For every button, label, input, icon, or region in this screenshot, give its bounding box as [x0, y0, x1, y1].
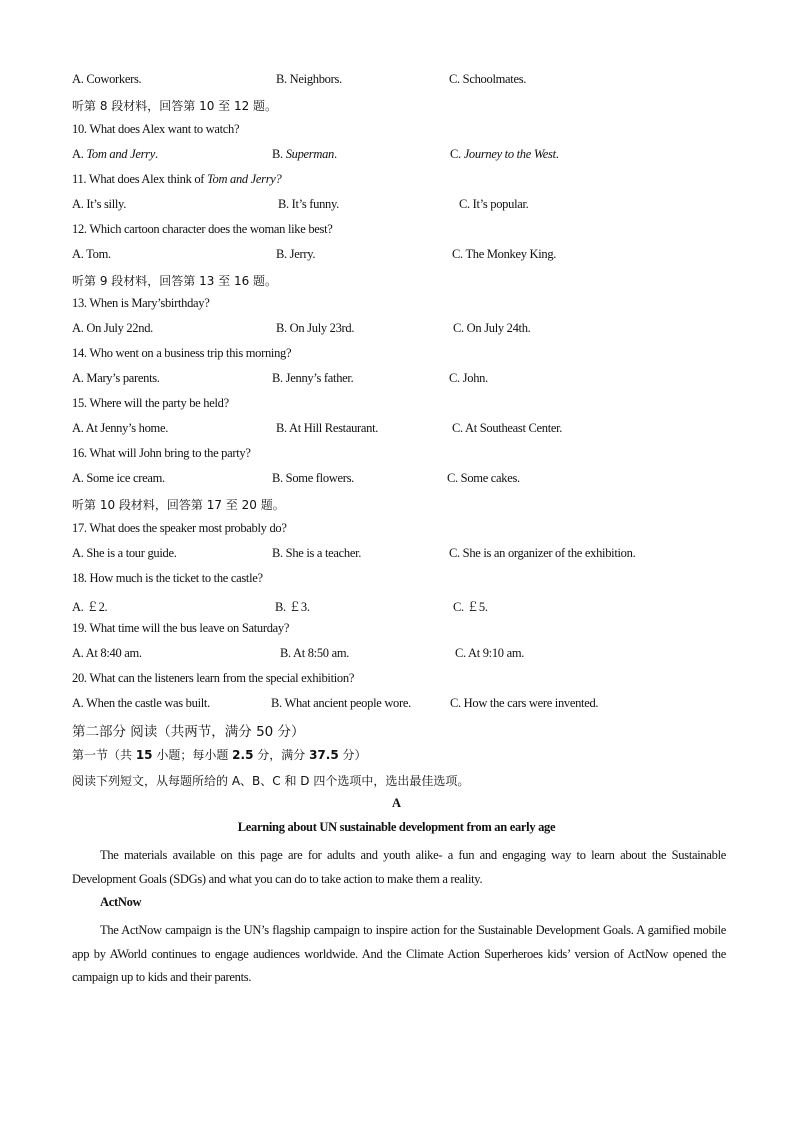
q12-option-c: C. The Monkey King. [452, 247, 557, 261]
q19-option-a: A. At 8:40 am. [72, 646, 142, 660]
q19-option-c: C. At 9:10 am. [455, 646, 525, 660]
q19-stem: 19. What time will the bus leave on Saturday? [72, 621, 290, 635]
q16-option-c: C. Some cakes. [447, 471, 520, 485]
q13-stem: 13. When is Mary’sbirthday? [72, 296, 210, 310]
q15-option-b: B. At Hill Restaurant. [276, 421, 379, 435]
q16-option-b: B. Some flowers. [272, 471, 354, 485]
q12-stem: 12. Which cartoon character does the woman like best? [72, 222, 333, 236]
q17-stem: 17. What does the speaker most probably do? [72, 521, 287, 535]
q10-option-a: A. Tom and Jerry. [72, 147, 158, 161]
q13-option-c: C. On July 24th. [453, 321, 531, 335]
q20-option-b: B. What ancient people wore. [271, 696, 411, 710]
listening-instruction-8: 听第 8 段材料，回答第 10 至 12 题。 [72, 99, 278, 113]
q14-option-b: B. Jenny’s father. [272, 371, 354, 385]
q9-option-c: C. Schoolmates. [449, 72, 527, 86]
q18-option-c: C. ￡5. [453, 600, 488, 614]
q16-stem: 16. What will John bring to the party? [72, 446, 251, 460]
section1-heading: 第一节（共 15 小题；每小题 2.5 分，满分 37.5 分） [72, 748, 367, 762]
q9-option-b: B. Neighbors. [276, 72, 342, 86]
q19-option-b: B. At 8:50 am. [280, 646, 350, 660]
q11-option-b: B. It’s funny. [278, 197, 339, 211]
q15-option-c: C. At Southeast Center. [452, 421, 563, 435]
q20-stem: 20. What can the listeners learn from the special exhibition? [72, 671, 355, 685]
passage-paragraph-1: The materials available on this page are for adults and youth alike- a fun and engaging way to learn about the Sustainable Development Goals (SDGs) and what you can do to take action to make them a reality. [72, 848, 726, 886]
passage-title: Learning about UN sustainable development from an early age [237, 820, 556, 834]
q10-option-c: C. Journey to the West. [450, 147, 559, 161]
q16-option-a: A. Some ice cream. [72, 471, 165, 485]
q12-option-a: A. Tom. [72, 247, 111, 261]
listening-instruction-9: 听第 9 段材料，回答第 13 至 16 题。 [72, 274, 278, 288]
q15-option-a: A. At Jenny’s home. [72, 421, 169, 435]
q12-option-b: B. Jerry. [276, 247, 316, 261]
q18-option-a: A. ￡2. [72, 600, 108, 614]
q20-option-c: C. How the cars were invented. [450, 696, 599, 710]
q18-option-b: B. ￡3. [275, 600, 310, 614]
q17-option-a: A. She is a tour guide. [72, 546, 177, 560]
q13-option-b: B. On July 23rd. [276, 321, 355, 335]
passage-subheading: ActNow [100, 895, 142, 909]
q14-stem: 14. Who went on a business trip this morning? [72, 346, 292, 360]
q15-stem: 15. Where will the party be held? [72, 396, 229, 410]
q20-option-a: A. When the castle was built. [72, 696, 210, 710]
q13-option-a: A. On July 22nd. [72, 321, 153, 335]
listening-instruction-10: 听第 10 段材料，回答第 17 至 20 题。 [72, 498, 285, 512]
q18-stem: 18. How much is the ticket to the castle? [72, 571, 263, 585]
q10-option-b: B. Superman. [272, 147, 337, 161]
q17-option-b: B. She is a teacher. [272, 546, 362, 560]
q17-option-c: C. She is an organizer of the exhibition. [449, 546, 636, 560]
q11-option-c: C. It’s popular. [459, 197, 529, 211]
q9-option-a: A. Coworkers. [72, 72, 142, 86]
q14-option-c: C. John. [449, 371, 488, 385]
q11-stem: 11. What does Alex think of Tom and Jerry? [72, 172, 282, 186]
q14-option-a: A. Mary’s parents. [72, 371, 160, 385]
passage-letter: A [391, 796, 402, 810]
part2-heading: 第二部分 阅读（共两节，满分 50 分） [72, 724, 305, 740]
q10-stem: 10. What does Alex want to watch? [72, 122, 240, 136]
passage-paragraph-2: The ActNow campaign is the UN’s flagship campaign to inspire action for the Sustainable Development Goals. A gamified mobile app by AWorld continues to engage audiences worldwide. And the Climate Action Superheroes kids’ version of ActNow opened the campaign up to kids and their parents. [72, 923, 726, 984]
q11-option-a: A. It’s silly. [72, 197, 127, 211]
reading-instruction: 阅读下列短文，从每题所给的 A、B、C 和 D 四个选项中，选出最佳选项。 [72, 774, 470, 788]
